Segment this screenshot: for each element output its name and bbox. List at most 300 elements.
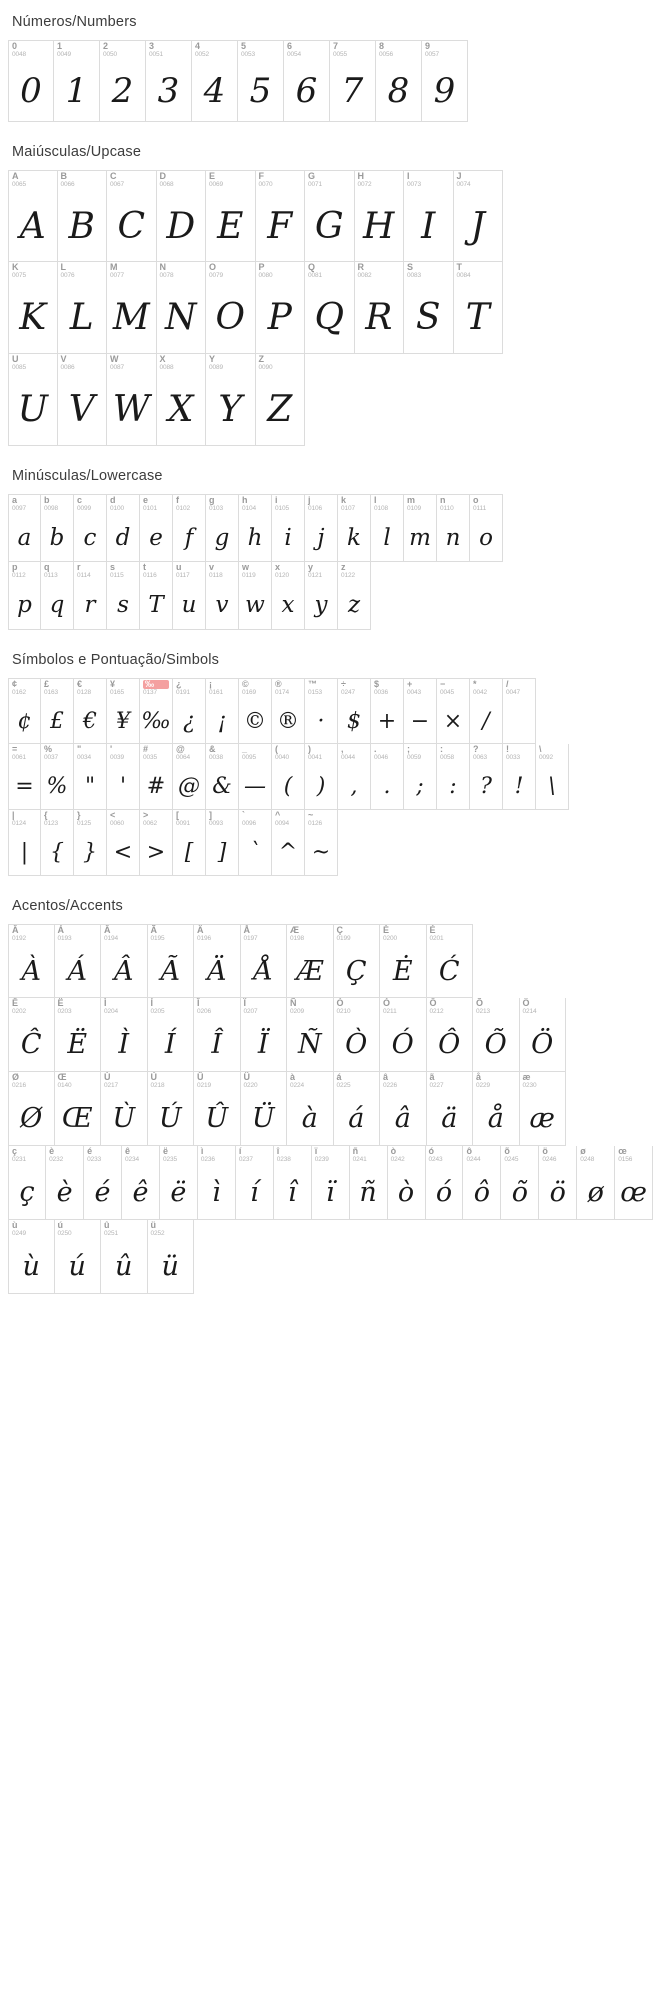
glyph-cell[interactable] (8, 170, 58, 262)
glyph-cell[interactable] (173, 744, 206, 810)
glyph-cell[interactable] (272, 744, 305, 810)
glyph-character-label: Å (243, 925, 250, 935)
glyph-charcode-label: 0111 (473, 505, 487, 512)
glyph-cell[interactable] (84, 1146, 122, 1220)
glyph-character-label: æ (522, 1072, 531, 1082)
glyph-cell[interactable] (194, 998, 241, 1072)
glyph-cell-header (206, 810, 238, 829)
glyph-charcode-label: 0071 (308, 181, 323, 188)
glyph-preview: F (267, 205, 293, 247)
glyph-cell[interactable] (305, 562, 338, 630)
glyph-cell[interactable] (330, 40, 376, 122)
glyph-preview: J (470, 205, 485, 247)
glyph-cell[interactable] (41, 744, 74, 810)
glyph-map-page (0, 14, 661, 1346)
glyph-cell-header (9, 1072, 54, 1091)
glyph-charcode-label: 0101 (143, 505, 158, 512)
glyph-preview: © (244, 708, 266, 734)
glyph-cell[interactable] (157, 262, 207, 354)
glyph-charcode-label: 0217 (104, 1082, 119, 1089)
glyph-cell-header (9, 354, 57, 373)
glyph-cell[interactable] (615, 1146, 653, 1220)
glyph-cell[interactable] (41, 494, 74, 562)
glyph-charcode-label: 0163 (44, 689, 59, 696)
glyph-cell[interactable] (503, 678, 536, 744)
glyph-cell[interactable] (206, 562, 239, 630)
glyph-cell[interactable] (338, 494, 371, 562)
glyph-preview: = (15, 773, 34, 799)
glyph-preview: Ć (438, 955, 460, 987)
glyph-preview: à (301, 1102, 318, 1134)
glyph-charcode-label: 0097 (12, 505, 27, 512)
glyph-cell[interactable] (8, 810, 41, 876)
glyph-cell-header (55, 998, 101, 1017)
glyph-cell[interactable] (272, 678, 305, 744)
glyph-cell[interactable] (371, 494, 404, 562)
glyph-cell[interactable] (206, 354, 256, 446)
glyph-cell[interactable] (274, 1146, 312, 1220)
glyph-charcode-label: 0110 (440, 505, 454, 512)
glyph-cell[interactable] (272, 810, 305, 876)
glyph-cell[interactable] (157, 354, 207, 446)
glyph-cell[interactable] (107, 170, 157, 262)
glyph-charcode-label: 0231 (12, 1156, 27, 1163)
glyph-cell-header (305, 171, 354, 190)
glyph-preview: j (317, 525, 325, 551)
glyph-charcode-label: 0236 (200, 1156, 215, 1163)
glyph-cell-header (454, 262, 503, 281)
glyph-cell-header (173, 679, 205, 698)
glyph-cell[interactable] (536, 744, 569, 810)
glyph-cell[interactable] (74, 494, 107, 562)
glyph-preview: v (215, 592, 229, 618)
glyph-cell[interactable] (55, 1220, 102, 1294)
glyph-cell[interactable] (427, 998, 474, 1072)
glyph-cell[interactable] (470, 744, 503, 810)
glyph-cell[interactable] (338, 678, 371, 744)
glyph-cell[interactable] (8, 40, 54, 122)
glyph-character-label: * (473, 679, 477, 689)
glyph-character-label: ; (407, 744, 410, 754)
glyph-cell[interactable] (380, 998, 427, 1072)
glyph-cell[interactable] (376, 40, 422, 122)
glyph-cell[interactable] (74, 562, 107, 630)
glyph-cell-header (9, 1146, 45, 1165)
glyph-preview: & (212, 773, 232, 799)
glyph-cell[interactable] (437, 678, 470, 744)
glyph-row (8, 744, 653, 810)
glyph-cell[interactable] (284, 40, 330, 122)
glyph-cell[interactable] (8, 924, 55, 998)
glyph-preview: Ã (160, 955, 180, 987)
glyph-character-label: ô (466, 1146, 472, 1156)
glyph-cell[interactable] (74, 744, 107, 810)
glyph-charcode-label: 0235 (162, 1156, 177, 1163)
glyph-preview: M (112, 296, 150, 338)
glyph-cell-header (404, 495, 436, 514)
glyph-preview: ò (397, 1176, 415, 1208)
glyph-cell[interactable] (58, 170, 108, 262)
glyph-cell[interactable] (8, 354, 58, 446)
glyph-preview: N (165, 296, 197, 338)
glyph-cell[interactable] (140, 494, 173, 562)
glyph-cell[interactable] (238, 40, 284, 122)
glyph-cell[interactable] (107, 810, 140, 876)
glyph-cell-header (84, 1146, 121, 1165)
glyph-cell[interactable] (539, 1146, 577, 1220)
glyph-cell-header (503, 744, 535, 763)
glyph-preview: 4 (203, 71, 226, 111)
glyph-cell[interactable] (287, 1072, 334, 1146)
glyph-cell[interactable] (427, 924, 474, 998)
glyph-cell[interactable] (54, 40, 100, 122)
glyph-charcode-label: 0220 (243, 1082, 258, 1089)
glyph-cell[interactable] (148, 1220, 195, 1294)
glyph-preview: ê (132, 1176, 149, 1208)
glyph-charcode-label: 0099 (77, 505, 92, 512)
glyph-charcode-label: 0108 (374, 505, 389, 512)
glyph-cell-header (371, 495, 403, 514)
glyph-cell[interactable] (437, 744, 470, 810)
glyph-charcode-label: 0112 (12, 572, 26, 579)
glyph-cell[interactable] (107, 562, 140, 630)
glyph-charcode-label: 0050 (103, 51, 118, 58)
glyph-cell[interactable] (305, 494, 338, 562)
glyph-cell[interactable] (148, 1072, 195, 1146)
glyph-cell[interactable] (206, 494, 239, 562)
glyph-cell[interactable] (312, 1146, 350, 1220)
glyph-cell[interactable] (101, 1220, 148, 1294)
glyph-cell[interactable] (107, 354, 157, 446)
glyph-row (8, 170, 653, 262)
glyph-cell[interactable] (256, 170, 306, 262)
glyph-cell[interactable] (305, 262, 355, 354)
glyph-cell[interactable] (239, 678, 272, 744)
glyph-cell[interactable] (305, 810, 338, 876)
glyph-preview: G (314, 205, 344, 247)
glyph-cell-header (256, 262, 305, 281)
glyph-cell[interactable] (305, 170, 355, 262)
glyph-character-label: 6 (287, 41, 293, 51)
glyph-cell[interactable] (192, 40, 238, 122)
glyph-cell[interactable] (305, 678, 338, 744)
glyph-preview: I (421, 205, 436, 247)
glyph-cell-header (520, 998, 566, 1017)
glyph-cell[interactable] (173, 678, 206, 744)
glyph-cell[interactable] (334, 998, 381, 1072)
glyph-cell[interactable] (463, 1146, 501, 1220)
glyph-cell[interactable] (380, 924, 427, 998)
glyph-cell[interactable] (8, 678, 41, 744)
glyph-cell-header (427, 925, 473, 944)
glyph-preview: Œ (61, 1102, 93, 1134)
glyph-cell[interactable] (241, 1072, 288, 1146)
glyph-character-label: ë (162, 1146, 168, 1156)
glyph-cell[interactable] (520, 1072, 567, 1146)
glyph-character-label: ó (428, 1146, 434, 1156)
glyph-charcode-label: 0234 (125, 1156, 140, 1163)
glyph-cell[interactable] (58, 354, 108, 446)
glyph-charcode-label: 0194 (104, 935, 119, 942)
glyph-cell-header (107, 171, 156, 190)
glyph-cell[interactable] (8, 1146, 46, 1220)
glyph-cell[interactable] (140, 810, 173, 876)
glyph-cell[interactable] (371, 678, 404, 744)
glyph-cell[interactable] (173, 810, 206, 876)
glyph-cell-header (241, 1072, 287, 1091)
glyph-cell[interactable] (8, 562, 41, 630)
glyph-cell[interactable] (454, 170, 504, 262)
glyph-charcode-label: 0165 (110, 689, 125, 696)
glyph-cell[interactable] (146, 40, 192, 122)
glyph-cell[interactable] (473, 998, 520, 1072)
glyph-cell-header (287, 998, 333, 1017)
glyph-preview: E (217, 205, 244, 247)
glyph-cell[interactable] (206, 170, 256, 262)
glyph-cell-header (140, 495, 172, 514)
glyph-cell[interactable] (256, 262, 306, 354)
glyph-character-label: ï (314, 1146, 318, 1156)
glyph-cell[interactable] (148, 998, 195, 1072)
glyph-preview: 5 (249, 71, 272, 111)
glyph-row (8, 1146, 653, 1220)
glyph-cell[interactable] (122, 1146, 160, 1220)
glyph-cell[interactable] (241, 924, 288, 998)
glyph-cell-header (101, 925, 147, 944)
glyph-cell[interactable] (388, 1146, 426, 1220)
glyph-character-label: y (308, 562, 314, 572)
glyph-cell[interactable] (454, 262, 504, 354)
glyph-cell[interactable] (41, 810, 74, 876)
glyph-charcode-label: 0093 (209, 820, 224, 827)
glyph-cell[interactable] (355, 262, 405, 354)
glyph-preview: R (365, 296, 393, 338)
glyph-row (8, 354, 653, 446)
glyph-character-label: Õ (476, 998, 484, 1008)
glyph-cell[interactable] (194, 1072, 241, 1146)
glyph-cell[interactable] (350, 1146, 388, 1220)
glyph-cell[interactable] (74, 810, 107, 876)
glyph-cell[interactable] (173, 494, 206, 562)
glyph-character-label: ¿ (176, 679, 182, 689)
glyph-preview: á (348, 1102, 365, 1134)
glyph-preview: n (445, 525, 461, 551)
glyph-character-label: d (110, 495, 116, 505)
glyph-charcode-label: 0056 (379, 51, 394, 58)
glyph-cell-header (173, 744, 205, 763)
glyph-cell[interactable] (239, 494, 272, 562)
glyph-character-label: X (159, 354, 166, 364)
glyph-cell[interactable] (404, 262, 454, 354)
glyph-cell[interactable] (8, 998, 55, 1072)
glyph-cell[interactable] (140, 744, 173, 810)
glyph-preview: ` (249, 839, 261, 865)
glyph-cell[interactable] (272, 494, 305, 562)
glyph-cell[interactable] (422, 40, 468, 122)
glyph-cell[interactable] (101, 924, 148, 998)
glyph-cell-header (388, 1146, 425, 1165)
glyph-character-label: ^ (275, 810, 281, 820)
glyph-cell[interactable] (437, 494, 470, 562)
glyph-charcode-label: 0064 (176, 754, 191, 761)
glyph-cell[interactable] (41, 678, 74, 744)
glyph-cell[interactable] (194, 924, 241, 998)
glyph-cell[interactable] (8, 1072, 55, 1146)
glyph-cell[interactable] (404, 744, 437, 810)
glyph-cell[interactable] (404, 494, 437, 562)
glyph-cell[interactable] (371, 744, 404, 810)
glyph-character-label: W (110, 354, 119, 364)
glyph-cell[interactable] (140, 678, 173, 744)
glyph-charcode-label: 0068 (159, 181, 174, 188)
glyph-cell[interactable] (41, 562, 74, 630)
glyph-charcode-label: 0080 (258, 272, 273, 279)
glyph-cell-header (148, 998, 194, 1017)
glyph-character-label: v (209, 562, 215, 572)
glyph-cell[interactable] (206, 744, 239, 810)
glyph-cell[interactable] (157, 170, 207, 262)
glyph-cell[interactable] (287, 998, 334, 1072)
glyph-preview: è (56, 1176, 73, 1208)
glyph-cell-header (238, 41, 283, 60)
glyph-charcode-label: 0207 (243, 1008, 258, 1015)
glyph-cell-header (148, 1072, 194, 1091)
glyph-cell[interactable] (160, 1146, 198, 1220)
glyph-cell-header (192, 41, 237, 60)
glyph-charcode-label: 0087 (110, 364, 125, 371)
glyph-preview: H (363, 205, 395, 247)
glyph-cell[interactable] (206, 678, 239, 744)
glyph-character-label: ñ (352, 1146, 359, 1156)
glyph-cell[interactable] (470, 678, 503, 744)
glyph-charcode-label: 0103 (209, 505, 224, 512)
glyph-cell[interactable] (101, 998, 148, 1072)
glyph-cell[interactable] (334, 924, 381, 998)
glyph-cell[interactable] (427, 1072, 474, 1146)
glyph-charcode-label: 0196 (197, 935, 212, 942)
glyph-cell[interactable] (55, 998, 102, 1072)
glyph-character-label: R (357, 262, 364, 272)
glyph-cell[interactable] (272, 562, 305, 630)
glyph-character-label: ] (209, 810, 212, 820)
glyph-cell[interactable] (100, 40, 146, 122)
glyph-preview: ö (549, 1176, 566, 1208)
glyph-preview: c (83, 525, 97, 551)
glyph-cell[interactable] (140, 562, 173, 630)
glyph-cell[interactable] (8, 262, 58, 354)
glyph-preview: $ (347, 708, 361, 734)
glyph-cell[interactable] (55, 1072, 102, 1146)
glyph-cell[interactable] (107, 262, 157, 354)
glyph-cell[interactable] (338, 562, 371, 630)
glyph-character-label: ¢ (12, 679, 18, 689)
glyph-cell[interactable] (404, 678, 437, 744)
glyph-character-label: : (440, 744, 443, 754)
glyph-cell[interactable] (8, 744, 41, 810)
glyph-cell[interactable] (55, 924, 102, 998)
glyph-cell-header (239, 744, 271, 763)
glyph-cell[interactable] (404, 170, 454, 262)
glyph-character-label: ¥ (110, 679, 116, 689)
glyph-cell[interactable] (305, 744, 338, 810)
glyph-preview: 6 (295, 71, 318, 111)
glyph-charcode-label: 0051 (149, 51, 164, 58)
glyph-preview: z (347, 592, 361, 618)
glyph-preview: Ó (391, 1028, 414, 1060)
glyph-character-label: ú (57, 1220, 63, 1230)
glyph-cell[interactable] (473, 1072, 520, 1146)
glyph-character-label: Ò (336, 998, 344, 1008)
glyph-character-label: , (341, 744, 344, 754)
glyph-cell[interactable] (148, 924, 195, 998)
glyph-cell[interactable] (520, 998, 567, 1072)
glyph-cell[interactable] (501, 1146, 539, 1220)
glyph-grid (8, 678, 653, 876)
glyph-preview: œ (620, 1176, 647, 1208)
glyph-charcode-label: 0204 (104, 1008, 119, 1015)
glyph-cell[interactable] (58, 262, 108, 354)
glyph-character-label: Œ (57, 1072, 67, 1082)
glyph-section (8, 898, 653, 1294)
glyph-cell[interactable] (256, 354, 306, 446)
glyph-cell[interactable] (107, 678, 140, 744)
glyph-cell[interactable] (206, 810, 239, 876)
glyph-cell[interactable] (503, 744, 536, 810)
glyph-cell[interactable] (338, 744, 371, 810)
glyph-cell-header (272, 562, 304, 581)
glyph-character-label: ö (542, 1146, 548, 1156)
glyph-cell[interactable] (107, 494, 140, 562)
glyph-character-label: V (60, 354, 67, 364)
glyph-charcode-label: 0213 (476, 1008, 491, 1015)
glyph-cell[interactable] (470, 494, 503, 562)
glyph-cell[interactable] (239, 810, 272, 876)
glyph-cell[interactable] (239, 562, 272, 630)
glyph-cell[interactable] (287, 924, 334, 998)
glyph-cell[interactable] (173, 562, 206, 630)
glyph-cell[interactable] (74, 678, 107, 744)
glyph-charcode-label: 0092 (539, 754, 554, 761)
glyph-character-label: B (60, 171, 67, 181)
glyph-preview: d (115, 525, 131, 551)
glyph-cell[interactable] (334, 1072, 381, 1146)
glyph-cell[interactable] (101, 1072, 148, 1146)
glyph-character-label: û (104, 1220, 110, 1230)
glyph-cell[interactable] (236, 1146, 274, 1220)
glyph-cell[interactable] (355, 170, 405, 262)
glyph-preview: ! (514, 773, 524, 799)
glyph-cell[interactable] (107, 744, 140, 810)
glyph-cell[interactable] (8, 494, 41, 562)
glyph-character-label: M (110, 262, 118, 272)
glyph-cell[interactable] (46, 1146, 84, 1220)
glyph-cell-header (287, 925, 333, 944)
glyph-cell[interactable] (239, 744, 272, 810)
glyph-preview: : (449, 773, 457, 799)
glyph-cell[interactable] (241, 998, 288, 1072)
glyph-cell[interactable] (8, 1220, 55, 1294)
glyph-cell[interactable] (577, 1146, 615, 1220)
glyph-preview: Å (253, 955, 273, 987)
glyph-cell-header (272, 810, 304, 829)
glyph-cell[interactable] (426, 1146, 464, 1220)
glyph-charcode-label: 0125 (77, 820, 92, 827)
glyph-cell[interactable] (198, 1146, 236, 1220)
glyph-cell[interactable] (380, 1072, 427, 1146)
glyph-character-label: n (440, 495, 446, 505)
glyph-cell[interactable] (206, 262, 256, 354)
glyph-cell-header (334, 998, 380, 1017)
